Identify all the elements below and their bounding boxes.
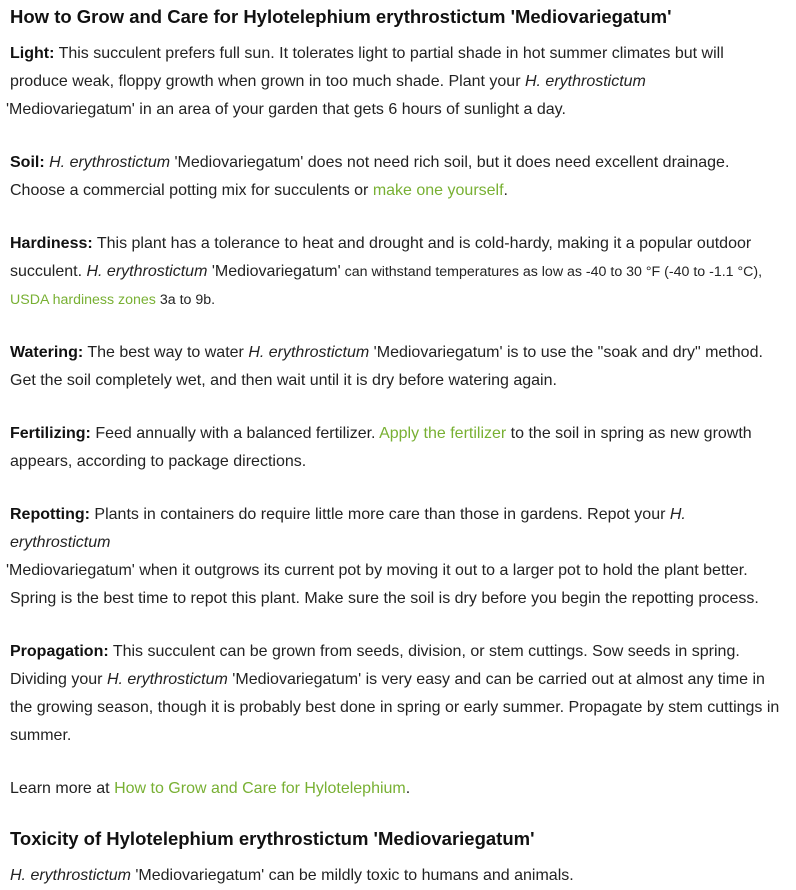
light-paragraph (6, 40, 784, 124)
watering-text-2: is to use the "soak and dry" method. Get the soil completely wet, and then wait until it is dry before watering again. (10, 344, 763, 389)
species-name: H. erythrostictum (10, 506, 686, 551)
cultivar-name: 'Mediovariegatum' (130, 867, 265, 884)
toxicity-paragraph (10, 862, 784, 890)
light-text-2: in an area of your garden that gets 6 hours of sunlight a day. (134, 101, 566, 118)
hardiness-text-3: 3a to 9b. (155, 292, 216, 308)
species-name: H. erythrostictum (10, 867, 131, 884)
species-name: H. erythrostictum (86, 263, 208, 280)
toxicity-heading: Toxicity of Hylotelephium erythrostictum 'Mediovariegatum' (10, 828, 535, 849)
cultivar-name: 'Mediovariegatum' (227, 671, 362, 688)
cultivar-name: 'Mediovariegatum' (170, 154, 304, 171)
learn-more-prefix: Learn more at (10, 780, 115, 797)
species-name: H. erythrostictum (106, 671, 228, 688)
fertilizing-label: Fertilizing: (10, 425, 91, 442)
hylotelephium-guide-link[interactable]: How to Grow and Care for Hylotelephium (114, 780, 406, 797)
hardiness-label: Hardiness: (10, 235, 93, 252)
cultivar-name: 'Mediovariegatum' (369, 344, 503, 361)
article-content (0, 5, 796, 890)
fertilizing-paragraph (10, 420, 784, 476)
learn-more-paragraph (10, 775, 784, 803)
light-label: Light: (10, 45, 55, 62)
cultivar-name: 'Mediovariegatum' (207, 263, 341, 280)
hardiness-text-2: can withstand temperatures as low as -40 to 30 °F (-40 to -1.1 °C), (340, 264, 763, 280)
repotting-label: Repotting: (10, 506, 90, 523)
repotting-text-1: Plants in containers do require little more care than those in gardens. Repot your (89, 506, 670, 523)
fertilizing-text-2: to the soil in spring as new growth appears, according to package directions. (10, 425, 752, 470)
propagation-label: Propagation: (10, 643, 109, 660)
propagation-paragraph (10, 638, 784, 750)
soil-text-2: . (503, 182, 508, 199)
light-text-1: This succulent prefers full sun. It tolerates light to partial shade in hot summer climates but will produce weak, floppy growth when grown in too much shade. Plant your (10, 45, 724, 90)
soil-paragraph (10, 149, 784, 205)
make-one-yourself-link[interactable]: make one yourself (372, 182, 504, 199)
soil-label: Soil: (10, 154, 45, 171)
toxicity-text: can be mildly toxic to humans and animals. (264, 867, 574, 884)
learn-more-suffix: . (405, 780, 411, 797)
propagation-text-1: This succulent can be grown from seeds, division, or stem cuttings. Sow seeds in spring. Dividing your (10, 643, 740, 688)
care-heading: How to Grow and Care for Hylotelephium erythrostictum 'Mediovariegatum' (10, 6, 672, 27)
watering-paragraph (10, 339, 784, 395)
repotting-paragraph (6, 501, 784, 613)
apply-the-fertilizer-link[interactable]: Apply the fertilizer (379, 425, 507, 442)
propagation-text-2: is very easy and can be carried out at almost any time in the growing season, though it is probably best done in spring or early summer. Propagate by stem cuttings in summer. (10, 671, 780, 744)
watering-text-1: The best way to water (83, 344, 249, 361)
hardiness-text-1: This plant has a tolerance to heat and drought and is cold-hardy, making it a popular outdoor succulent. (10, 235, 752, 280)
fertilizing-text-1: Feed annually with a balanced fertilizer. (90, 425, 380, 442)
hardiness-paragraph (10, 230, 784, 314)
watering-label: Watering: (10, 344, 84, 361)
species-name: H. erythrostictum (49, 154, 171, 171)
cultivar-name: 'Mediovariegatum' (6, 562, 135, 579)
species-name: H. erythrostictum (524, 73, 646, 90)
usda-hardiness-zones-link[interactable]: USDA hardiness zones (10, 292, 156, 308)
cultivar-name: 'Mediovariegatum' (6, 101, 135, 118)
species-name: H. erythrostictum (248, 344, 370, 361)
repotting-text-2: when it outgrows its current pot by moving it out to a larger pot to hold the plant better. Spring is the best time to repot this plant. Make sure the soil is dry before you begin the repotting process. (10, 562, 759, 607)
soil-text-1: does not need rich soil, but it does need excellent drainage. Choose a commercial potting mix for succulents or (10, 154, 730, 199)
